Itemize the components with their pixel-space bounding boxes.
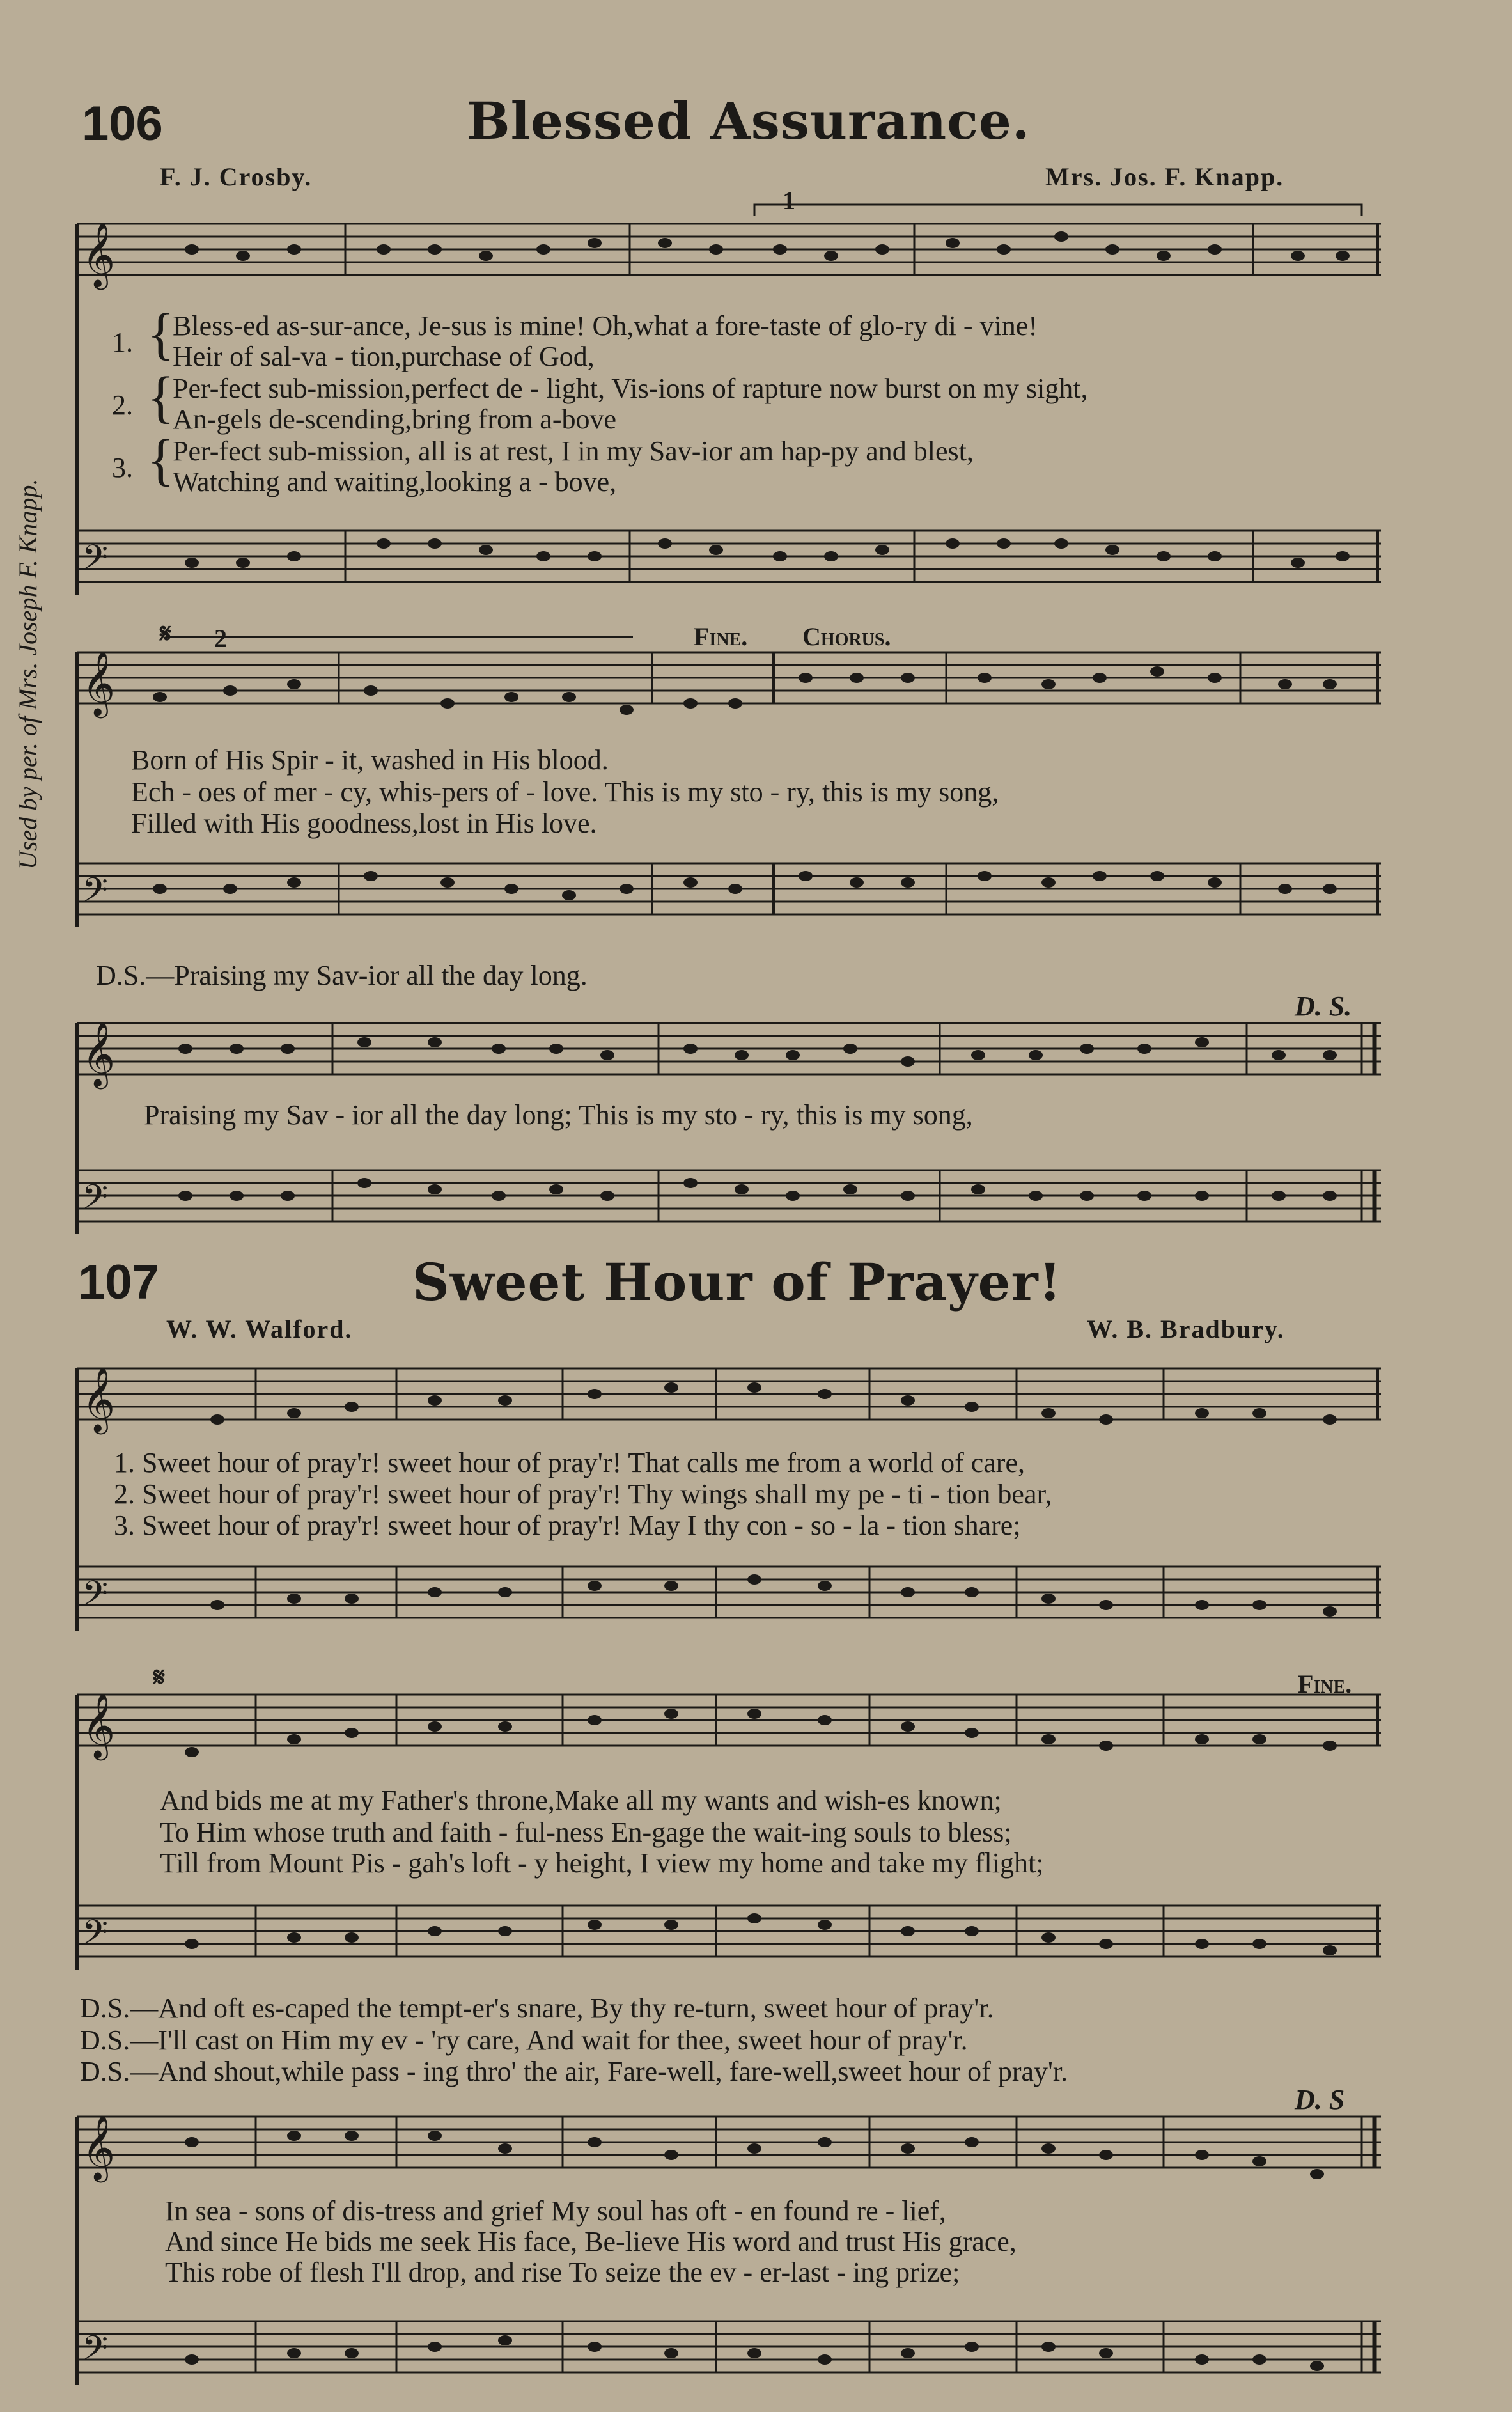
hymn-106-ds-mark: D. S. xyxy=(1295,991,1352,1022)
svg-text:𝄢: 𝄢 xyxy=(82,2329,109,2376)
lyric-107-s1-line1: 1. Sweet hour of pray'r! sweet hour of pray'r! That calls me from a world of care, xyxy=(114,1447,1025,1478)
hymn-107-ds-line2: D.S.—I'll cast on Him my ev - 'ry care, And wait for thee, sweet hour of pray'r. xyxy=(80,2024,968,2056)
svg-text:𝄞: 𝄞 xyxy=(82,221,116,287)
lyric-107-s3-line2: And since He bids me seek His face, Be-lieve His word and trust His grace, xyxy=(165,2226,1017,2257)
lyric-107-s2-line1: And bids me at my Father's throne,Make all my wants and wish-es known; xyxy=(160,1785,1002,1816)
side-credit: Used by per. of Mrs. Joseph F. Knapp. xyxy=(13,478,42,870)
hymn-106-ds-text: D.S.—Praising my Sav-ior all the day long. xyxy=(96,960,588,991)
lyric-106-s2-line2: Ech - oes of mer - cy, whis-pers of - love. This is my sto - ry, this is my song, xyxy=(131,776,999,808)
lyric-106-s2-line3: Filled with His goodness,lost in His love. xyxy=(131,808,597,839)
hymn-106-fine: Fine. xyxy=(694,622,748,651)
svg-text:𝄞: 𝄞 xyxy=(82,650,116,716)
lyric-106-s3-line1: Praising my Sav - ior all the day long; This is my sto - ry, this is my song, xyxy=(144,1099,973,1131)
svg-text:𝄞: 𝄞 xyxy=(82,1021,116,1086)
lyric-107-s1-line3: 3. Sweet hour of pray'r! sweet hour of pray'r! May I thy con - so - la - tion share; xyxy=(114,1510,1021,1541)
hymn-106-volta-1: 1 xyxy=(783,186,795,215)
staff-system-106-3 xyxy=(0,1004,1512,1260)
hymn-106-title: Blessed Assurance. xyxy=(467,91,1031,151)
svg-text:𝄢: 𝄢 xyxy=(82,538,109,586)
svg-text:𝄞: 𝄞 xyxy=(82,2114,116,2180)
lyric-107-s3-line3: This robe of flesh I'll drop, and rise To seize the ev - er-last - ing prize; xyxy=(165,2257,960,2288)
svg-text:𝄞: 𝄞 xyxy=(82,1692,116,1758)
verse-number-2: 2. xyxy=(112,389,133,421)
verse-brace-3: { xyxy=(147,428,175,492)
hymn-106-volta-2: 2 xyxy=(214,624,227,653)
svg-text:𝄢: 𝄢 xyxy=(82,1913,109,1961)
hymn-107-author: W. W. Walford. xyxy=(166,1315,353,1343)
svg-text:𝄢: 𝄢 xyxy=(82,1178,109,1225)
lyric-106-s1-line3: Per-fect sub-mission,perfect de - light, Vis-ions of rapture now burst on my sight, xyxy=(173,373,1088,404)
lyric-106-s1-line1: Bless-ed as-sur-ance, Je-sus is mine! Oh,what a fore-taste of glo-ry di - vine! xyxy=(173,310,1038,341)
hymn-107-fine: Fine. xyxy=(1298,1670,1352,1698)
svg-text:𝄢: 𝄢 xyxy=(82,871,109,918)
lyric-107-s2-line2: To Him whose truth and faith - ful-ness En-gage the wait-ing souls to bless; xyxy=(160,1817,1012,1848)
lyric-106-s1-line5: Per-fect sub-mission, all is at rest, I in my Sav-ior am hap-py and blest, xyxy=(173,435,974,467)
lyric-107-s2-line3: Till from Mount Pis - gah's loft - y height, I view my home and take my flight; xyxy=(160,1847,1044,1879)
hymn-107-number: 107 xyxy=(78,1255,159,1310)
hymn-107-segno: 𝄋 xyxy=(153,1663,166,1693)
hymn-107-ds-mark: D. S xyxy=(1295,2084,1345,2115)
hymn-106-composer: Mrs. Jos. F. Knapp. xyxy=(1045,162,1284,191)
hymn-107-title: Sweet Hour of Prayer! xyxy=(412,1252,1062,1312)
verse-brace-2: { xyxy=(147,366,175,429)
lyric-106-s1-line2: Heir of sal-va - tion,purchase of God, xyxy=(173,341,595,372)
lyric-107-s1-line2: 2. Sweet hour of pray'r! sweet hour of pray'r! Thy wings shall my pe - ti - tion bear, xyxy=(114,1478,1052,1510)
hymn-107-ds-line3: D.S.—And shout,while pass - ing thro' the air, Fare-well, fare-well,sweet hour of pray'r. xyxy=(80,2056,1068,2087)
hymn-107-composer: W. B. Bradbury. xyxy=(1087,1315,1285,1343)
lyric-106-s1-line4: An-gels de-scending,bring from a-bove xyxy=(173,403,617,435)
hymn-106-author: F. J. Crosby. xyxy=(160,162,313,191)
lyric-106-s2-line1: Born of His Spir - it, washed in His blood. xyxy=(131,744,609,776)
lyric-106-s1-line6: Watching and waiting,looking a - bove, xyxy=(173,466,617,497)
svg-text:𝄢: 𝄢 xyxy=(82,1574,109,1622)
hymn-106-segno: 𝄋 xyxy=(160,620,172,649)
svg-text:𝄞: 𝄞 xyxy=(82,1366,116,1432)
verse-number-3: 3. xyxy=(112,452,133,483)
hymn-106-number: 106 xyxy=(82,97,163,151)
hymn-106-chorus-label: Chorus. xyxy=(802,622,891,651)
verse-number-1: 1. xyxy=(112,327,133,358)
hymn-107-ds-line1: D.S.—And oft es-caped the tempt-er's snare, By thy re-turn, sweet hour of pray'r. xyxy=(80,1993,994,2024)
lyric-107-s3-line1: In sea - sons of dis-tress and grief My soul has oft - en found re - lief, xyxy=(165,2195,946,2227)
verse-brace-1: { xyxy=(147,302,175,366)
